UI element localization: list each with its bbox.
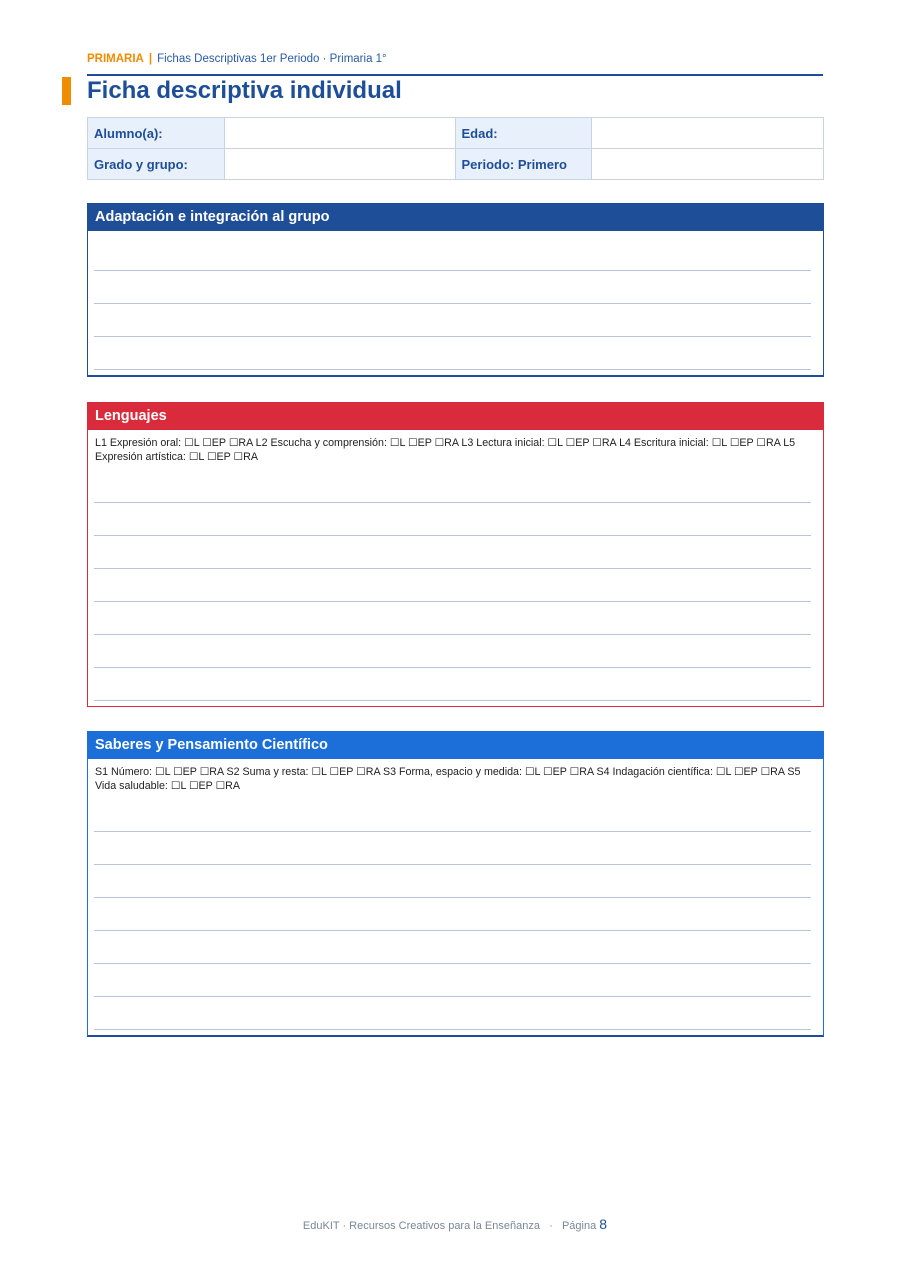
writing-line — [94, 369, 811, 370]
periodo-label: Periodo: Primero — [455, 149, 592, 180]
section-lenguajes — [87, 402, 824, 707]
writing-line — [94, 864, 811, 865]
grado-field[interactable] — [224, 149, 455, 180]
edad-label: Edad: — [455, 118, 592, 149]
footer-text: EduKIT · Recursos Creativos para la Enseñanza — [302, 1220, 540, 1232]
grado-label: Grado y grupo: — [88, 149, 225, 180]
writing-line — [94, 700, 811, 701]
writing-line — [94, 601, 811, 602]
writing-line — [94, 568, 811, 569]
footer-dot: · — [549, 1220, 553, 1232]
alumno-field[interactable] — [224, 118, 455, 149]
page-footer — [0, 1216, 910, 1232]
section-adaptacion — [87, 203, 824, 377]
writing-lines[interactable] — [88, 464, 823, 704]
writing-line — [94, 930, 811, 931]
writing-line — [94, 303, 811, 304]
alumno-label: Alumno(a): — [88, 118, 225, 149]
writing-line — [94, 634, 811, 635]
writing-line — [94, 897, 811, 898]
running-header — [87, 53, 823, 65]
writing-line — [94, 336, 811, 337]
title-accent-bar — [62, 77, 71, 105]
periodo-field[interactable] — [592, 149, 824, 180]
footer-page-label: Página — [561, 1220, 597, 1232]
header-subtitle: Fichas Descriptivas 1er Periodo · Primaria 1° — [157, 53, 387, 65]
criteria-checklist[interactable]: S1 Número: ☐L ☐EP ☐RA S2 Suma y resta: ☐L ☐EP ☐RA S3 Forma, espacio y medida: ☐L ☐EP ☐RA S4 Indagación científica: ☐L ☐EP ☐RA S5 Vida saludable: ☐L ☐EP ☐RA — [95, 766, 801, 792]
info-row — [88, 118, 824, 149]
writing-line — [94, 535, 811, 536]
page-number: 8 — [599, 1216, 608, 1232]
page-title: Ficha descriptiva individual — [87, 77, 402, 104]
writing-lines[interactable] — [88, 231, 823, 373]
writing-line — [94, 996, 811, 997]
student-info-table — [87, 117, 824, 180]
writing-line — [94, 667, 811, 668]
section-title: Saberes y Pensamiento Científico — [88, 732, 823, 759]
criteria-checklist[interactable]: L1 Expresión oral: ☐L ☐EP ☐RA L2 Escucha y comprensión: ☐L ☐EP ☐RA L3 Lectura inicial: ☐L ☐EP ☐RA L4 Escritura inicial: ☐L ☐EP ☐RA L5 Expresión artística: ☐L ☐EP ☐RA — [95, 437, 796, 463]
info-row — [88, 149, 824, 180]
edad-field[interactable] — [592, 118, 824, 149]
header-separator: | — [148, 53, 153, 65]
writing-line — [94, 1029, 811, 1030]
section-saberes — [87, 731, 824, 1037]
writing-line — [94, 502, 811, 503]
writing-line — [94, 963, 811, 964]
writing-line — [94, 270, 811, 271]
section-title: Lenguajes — [88, 403, 823, 430]
level-tag: PRIMARIA — [87, 53, 144, 65]
section-title: Adaptación e integración al grupo — [88, 204, 823, 231]
writing-line — [94, 831, 811, 832]
writing-lines[interactable] — [88, 793, 823, 1033]
